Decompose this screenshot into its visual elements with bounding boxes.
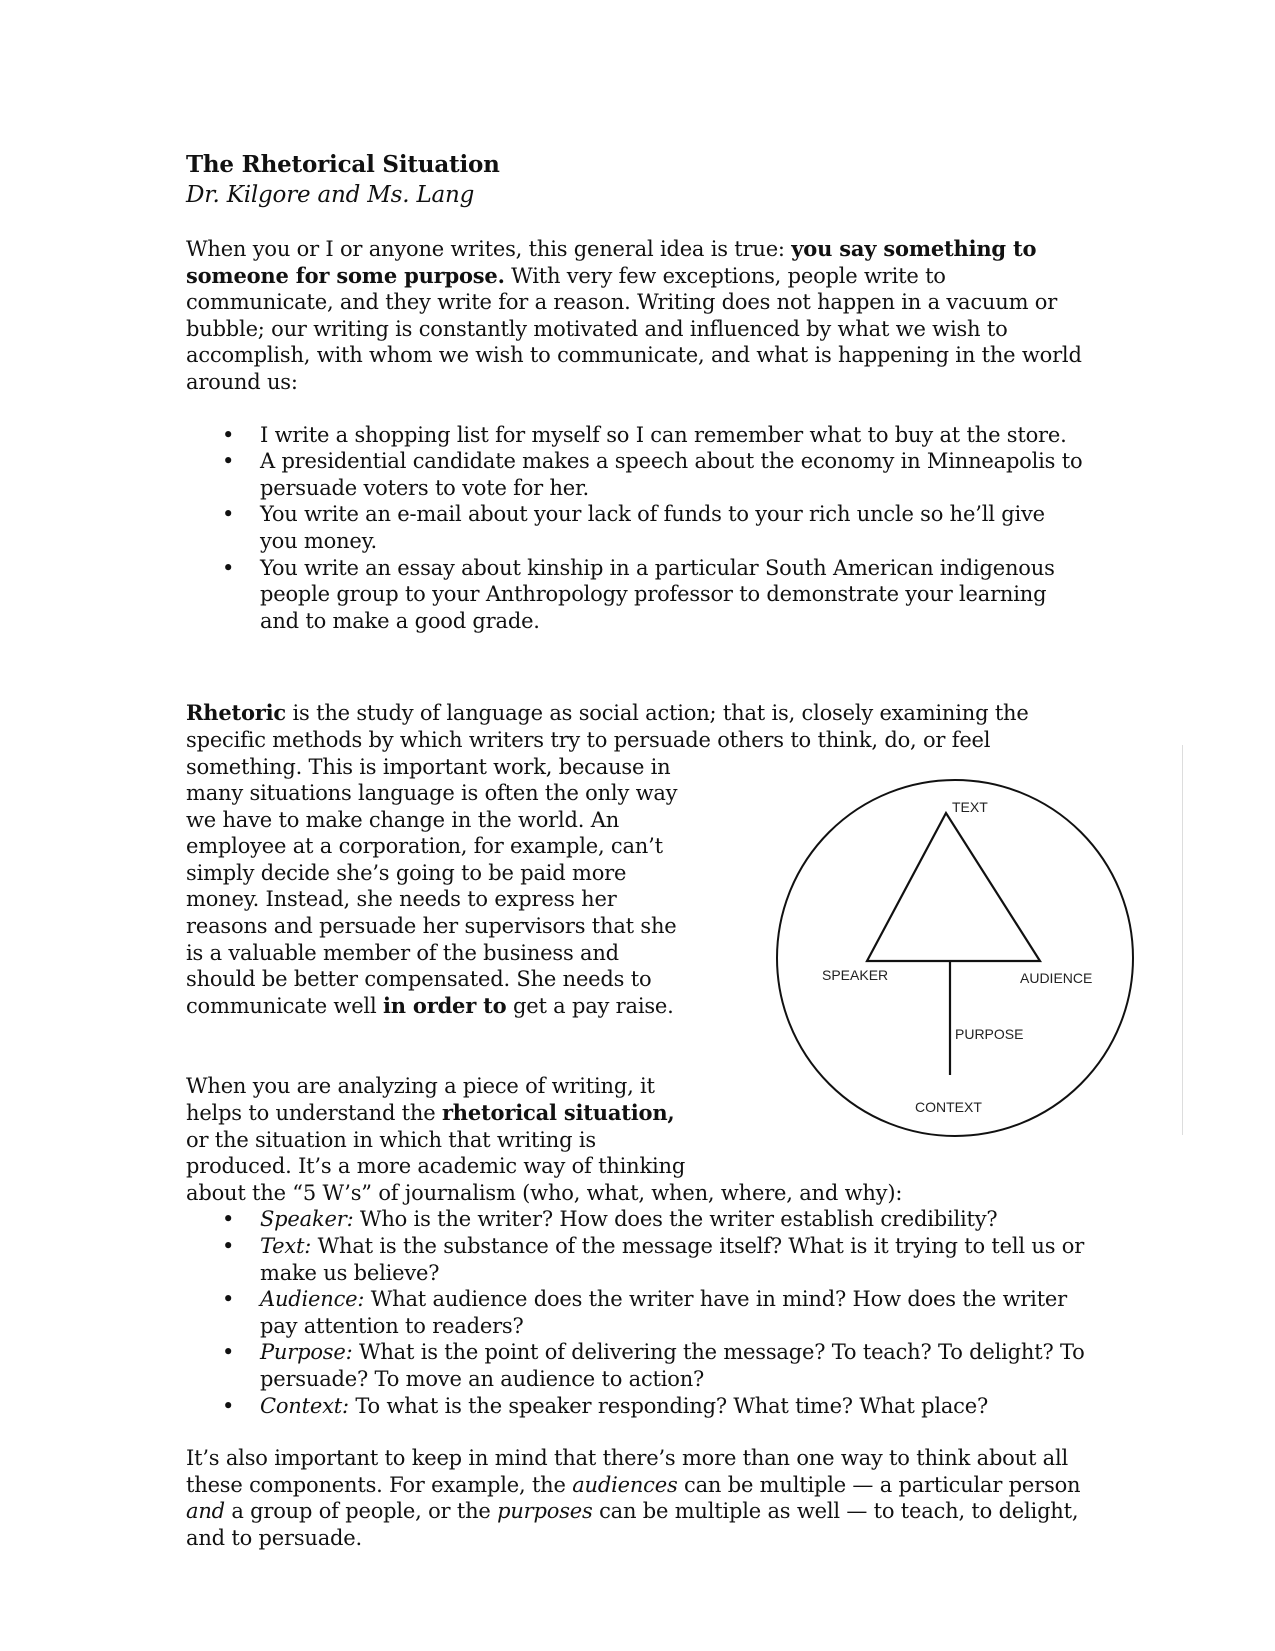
component-desc: Who is the writer? How does the writer establish credibility? [353,1207,998,1232]
component-term: Speaker: [260,1207,354,1232]
component-desc: What is the point of delivering the message? To teach? To delight? To persuade? To move an audience to action? [260,1340,1085,1391]
closing-italic: purposes [497,1499,593,1524]
components-list [186,1206,1086,1419]
diagram-label-speaker: SPEAKER [822,967,889,983]
rhetorical-triangle [867,813,1040,961]
rhetoric-bold: in order to [382,992,507,1018]
context-circle [777,780,1133,1136]
scan-edge-line [1182,745,1183,1135]
rhetoric-text-end: get a pay raise. [506,993,674,1018]
closing-text: a group of people, or the [224,1499,498,1524]
list-item: • I write a shopping list for myself so I can remember what to buy at the store. [260,422,1086,449]
component-term: Purpose: [260,1340,353,1365]
closing-text: can be multiple as well — to teach, to delight, and to persuade. [186,1499,1079,1550]
document-title: The Rhetorical Situation [186,151,500,178]
diagram-label-context: CONTEXT [915,1099,982,1115]
closing-text: It’s also important to keep in mind that there’s more than one way to think about all these components. For example, the [186,1446,1069,1497]
intro-rest: With very few exceptions, people write to communicate, and they write for a reason. Writing does not happen in a vacuum or bubble; our writing is constantly motivated and influenced by what we wish to accomplish, with whom we wish to communicate, and what is happening in the world around us: [186,263,1082,394]
rhetorical-triangle-diagram [770,775,1150,1145]
intro-bold: you say something to someone for some purpose. [186,236,1037,288]
component-term: Context: [260,1393,349,1418]
closing-text: can be multiple — a particular person [677,1472,1081,1497]
list-item: • You write an essay about kinship in a particular South American indigenous people group to your Anthropology professor to demonstrate your learning and to make a good grade. [260,555,1086,635]
situation-text: When you are analyzing a piece of writing, it helps to understand the [186,1074,655,1126]
intro-paragraph [186,236,1086,396]
list-item [260,1233,1086,1286]
component-term: Text: [260,1234,312,1258]
rhetoric-text: is the study of language as social action; that is, closely examining the specific methods by which writers try to persuade others to think, do, or feel something. This is important work, because in many situations language is often the only way we have to make change in the world. An employee at a corporation, for example, can’t simply decide she’s going to be paid more money. Instead, she needs to express her reasons and persuade her supervisors that she is a valuable member of the business and should be better compensated. She needs to communicate well [186,701,1029,1018]
intro-lead: When you or I or anyone writes, this general idea is true: [186,237,792,261]
list-item [260,1206,1086,1233]
closing-paragraph [186,1445,1086,1551]
closing-italic: audiences [572,1472,678,1497]
component-term: Audience: [260,1287,365,1312]
closing-italic: and [186,1499,225,1524]
list-item [260,1339,1086,1392]
diagram-label-audience: AUDIENCE [1020,970,1093,986]
list-item: • A presidential candidate makes a speech about the economy in Minneapolis to persuade voters to vote for her. [260,448,1086,501]
situation-text-end: or the situation in which that writing is produced. It’s a more academic way of thinking about the “5 W’s” of journalism (who, what, when, where, and why): [186,1127,903,1205]
diagram-label-text: TEXT [952,799,988,815]
list-item: • You write an e-mail about your lack of funds to your rich uncle so he’ll give you money. [260,501,1086,554]
list-item [260,1393,1086,1420]
examples-list [186,422,1086,635]
component-desc: What is the substance of the message itself? What is it trying to tell us or make us believe? [260,1234,1085,1285]
component-desc: To what is the speaker responding? What time? What place? [348,1393,989,1418]
situation-bold: rhetorical situation, [441,1100,675,1126]
document-authors: Dr. Kilgore and Ms. Lang [186,182,475,208]
list-item [260,1286,1086,1339]
component-desc: What audience does the writer have in mind? How does the writer pay attention to readers? [260,1287,1067,1338]
rhetoric-term: Rhetoric [186,700,287,726]
diagram-label-purpose: PURPOSE [955,1026,1024,1042]
